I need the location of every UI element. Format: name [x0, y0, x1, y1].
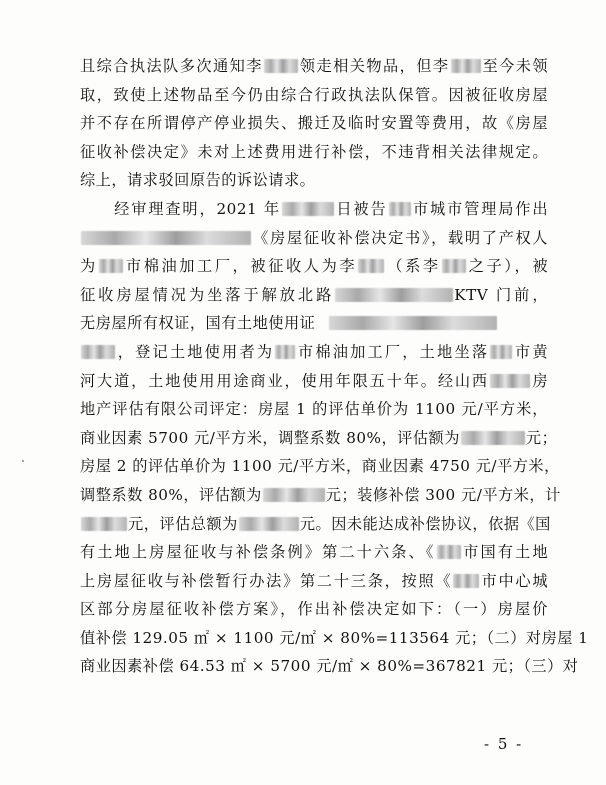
redacted-name [451, 59, 481, 73]
text-line: 有土地上房屋征收与补偿条例》第二十六条、《 市国有土地 [80, 543, 549, 562]
redacted-name [442, 259, 466, 273]
text-line: ，登记土地使用者为 市棉油加工厂，土地坐落 市黄 [80, 338, 548, 367]
text-line: 区部分房屋征收补偿方案》，作出补偿决定如下：（一）房屋价 [80, 600, 548, 619]
redacted-amount [263, 488, 325, 502]
redacted-place [490, 345, 512, 359]
redacted-certificate-number [81, 345, 115, 359]
text-line: 上房屋征收与补偿暂行办法》第二十三条，按照《 市中心城 [80, 571, 549, 590]
redacted-place [437, 545, 461, 559]
redacted-place [389, 202, 411, 216]
redacted-address [335, 288, 453, 302]
page-number: - 5 - [484, 735, 524, 753]
text-line: 河大道，土地使用用途商业，使用年限五十年。经山西 房 [80, 371, 549, 390]
redacted-name [264, 59, 298, 73]
text-line: 值补偿 129.05 ㎡ × 1100 元/㎡ × 80%=113564 元；（二）对房屋 1 [80, 628, 589, 647]
redacted-amount [461, 431, 525, 445]
redacted-date [282, 202, 334, 216]
text-line: 《房屋征收补偿决定书》，载明了产权人 [80, 224, 548, 253]
text-line: 为 市棉油加工厂，被征收人为李 （系李 之子），被 [80, 257, 549, 276]
text-line: 经审理查明，2021 年 日被告 市城市管理局作出 [80, 199, 549, 218]
redacted-company [490, 374, 530, 388]
text-line: 征收补偿决定》未对上述费用进行补偿，不违背相关法律规定。 [80, 142, 548, 161]
text-line: 取，致使上述物品至今仍由综合行政执法队保管。因被征收房屋 [80, 85, 548, 104]
redacted-name [358, 259, 384, 273]
redacted-place [453, 574, 479, 588]
text-line: 商业因素 5700 元/平方米，调整系数 80%，评估额为 元； [80, 428, 558, 447]
text-line: 综上，请求驳回原告的诉讼请求。 [80, 171, 316, 190]
text-line: 地产评估有限公司评定：房屋 1 的评估单价为 1100 元/平方米， [80, 400, 548, 419]
redacted-doc-number [81, 231, 251, 245]
redacted-place [99, 259, 123, 273]
text-line: 且综合执法队多次通知李 领走相关物品，但李 至今未领 [80, 57, 549, 75]
text-line: 元，评估总额为 元。因未能达成补偿协议，依据《国 [80, 510, 548, 539]
text-line: 商业因素补偿 64.53 ㎡ × 5700 元/㎡ × 80%=367821 元；（三）对 [80, 657, 579, 676]
text-line: 调整系数 80%，评估额为 元；装修补偿 300 元/平方米，计 [80, 485, 561, 504]
text-line: 无房屋所有权证，国有土地使用证 [80, 309, 548, 338]
redacted-amount [239, 517, 299, 531]
scan-speck [22, 460, 24, 462]
text-line: 征收房屋情况为坐落于解放北路 KTV 门前， [80, 285, 549, 304]
document-body [80, 52, 589, 681]
redacted-certificate-number [329, 316, 497, 330]
redacted-amount [81, 517, 127, 531]
redacted-place [275, 345, 295, 359]
text-line: 房屋 2 的评估单价为 1100 元/平方米，商业因素 4750 元/平方米， [80, 457, 560, 476]
text-line: 并不存在所谓停产停业损失、搬迁及临时安置等费用，故《房屋 [80, 114, 548, 133]
